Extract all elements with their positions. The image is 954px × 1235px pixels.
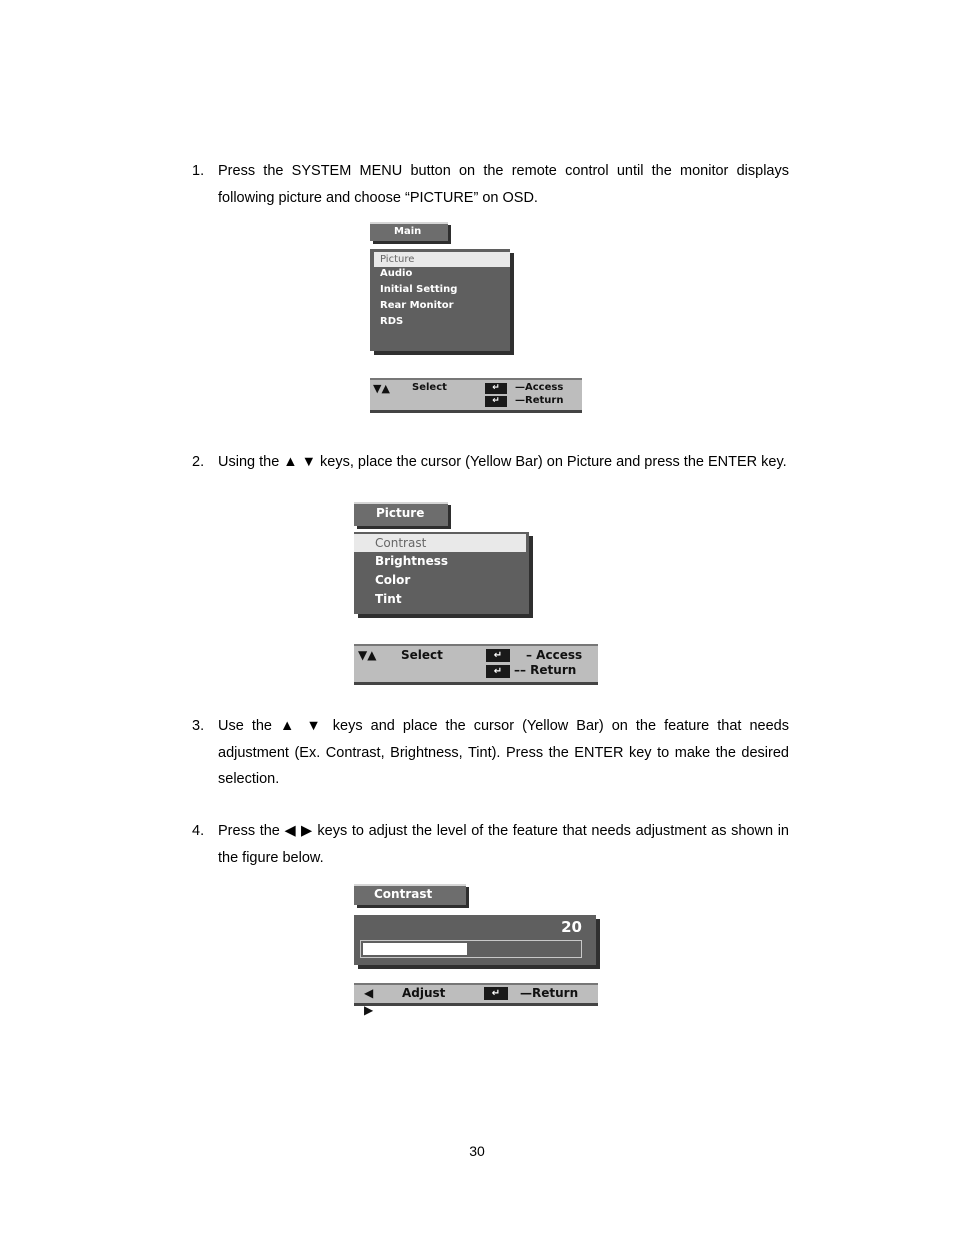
level-fill: [363, 943, 467, 955]
osd-help-bar: [370, 378, 582, 410]
osd-title-tab: [354, 502, 448, 526]
level-value: 20: [561, 918, 582, 936]
enter-icon: ↵: [485, 383, 507, 394]
osd-main-screenshot: [368, 220, 584, 416]
step-number: 1.: [192, 163, 205, 179]
enter-icon: ↵: [485, 396, 507, 407]
osd-title-tab: [354, 884, 466, 905]
osd-level-panel: [354, 915, 596, 965]
menu-item-color[interactable]: Color: [375, 573, 411, 587]
osd-help-bar: [354, 983, 598, 1003]
enter-icon: ↵: [486, 649, 510, 662]
adjust-label: Adjust: [402, 986, 446, 1000]
step-text: Press the SYSTEM MENU button on the remote control until the monitor displays following picture and choose “PICTURE” on OSD.: [218, 163, 789, 206]
menu-item-tint[interactable]: Tint: [375, 592, 402, 606]
up-down-arrows-icon: ▼▲: [373, 382, 390, 395]
osd-contrast-screenshot: [352, 882, 602, 1022]
step-number: 2.: [192, 454, 205, 470]
menu-item-audio[interactable]: Audio: [380, 268, 413, 279]
osd-help-bar: [354, 644, 598, 682]
step-text: Using the ▲ ▼ keys, place the cursor (Yellow Bar) on Picture and press the ENTER key.: [218, 454, 787, 470]
step-text: Use the ▲ ▼ keys and place the cursor (Yellow Bar) on the feature that needs adjustment (Ex. Contrast, Brightness, Tint). Press the ENTER key to make the desired selection.: [218, 718, 789, 787]
step-number: 4.: [192, 823, 205, 839]
menu-item-brightness[interactable]: Brightness: [375, 554, 449, 568]
up-down-arrows-icon: ▼▲: [358, 648, 377, 662]
page-number: 30: [469, 1143, 485, 1159]
left-arrow-icon: ◀: [364, 986, 374, 1000]
return-label: –– Return: [514, 663, 577, 677]
osd-title-tab: [370, 222, 448, 241]
menu-item-picture[interactable]: Picture: [374, 252, 510, 267]
enter-icon: ↵: [486, 665, 510, 678]
access-label: – Access: [526, 648, 583, 662]
osd-title: Picture: [376, 506, 425, 520]
enter-icon: ↵: [484, 987, 508, 1000]
return-label: —Return: [515, 395, 564, 406]
right-arrow-icon: ▶: [364, 1003, 374, 1017]
level-track: [360, 940, 582, 958]
menu-item-rds[interactable]: RDS: [380, 316, 404, 327]
access-label: —Access: [515, 382, 564, 393]
select-label: Select: [401, 648, 443, 662]
osd-title: Contrast: [374, 887, 433, 901]
osd-title: Main: [394, 226, 422, 237]
step-number: 3.: [192, 718, 205, 734]
menu-item-contrast[interactable]: Contrast: [354, 534, 526, 552]
return-label: —Return: [520, 986, 579, 1000]
menu-item-rear-monitor[interactable]: Rear Monitor: [380, 300, 454, 311]
osd-menu-panel: [354, 532, 529, 614]
menu-item-initial-setting[interactable]: Initial Setting: [380, 284, 458, 295]
select-label: Select: [412, 382, 447, 393]
osd-picture-screenshot: [352, 500, 602, 688]
osd-menu-panel: [370, 249, 510, 351]
step-text: Press the ◀ ▶ keys to adjust the level of the feature that needs adjustment as shown in the figure below.: [218, 823, 789, 866]
